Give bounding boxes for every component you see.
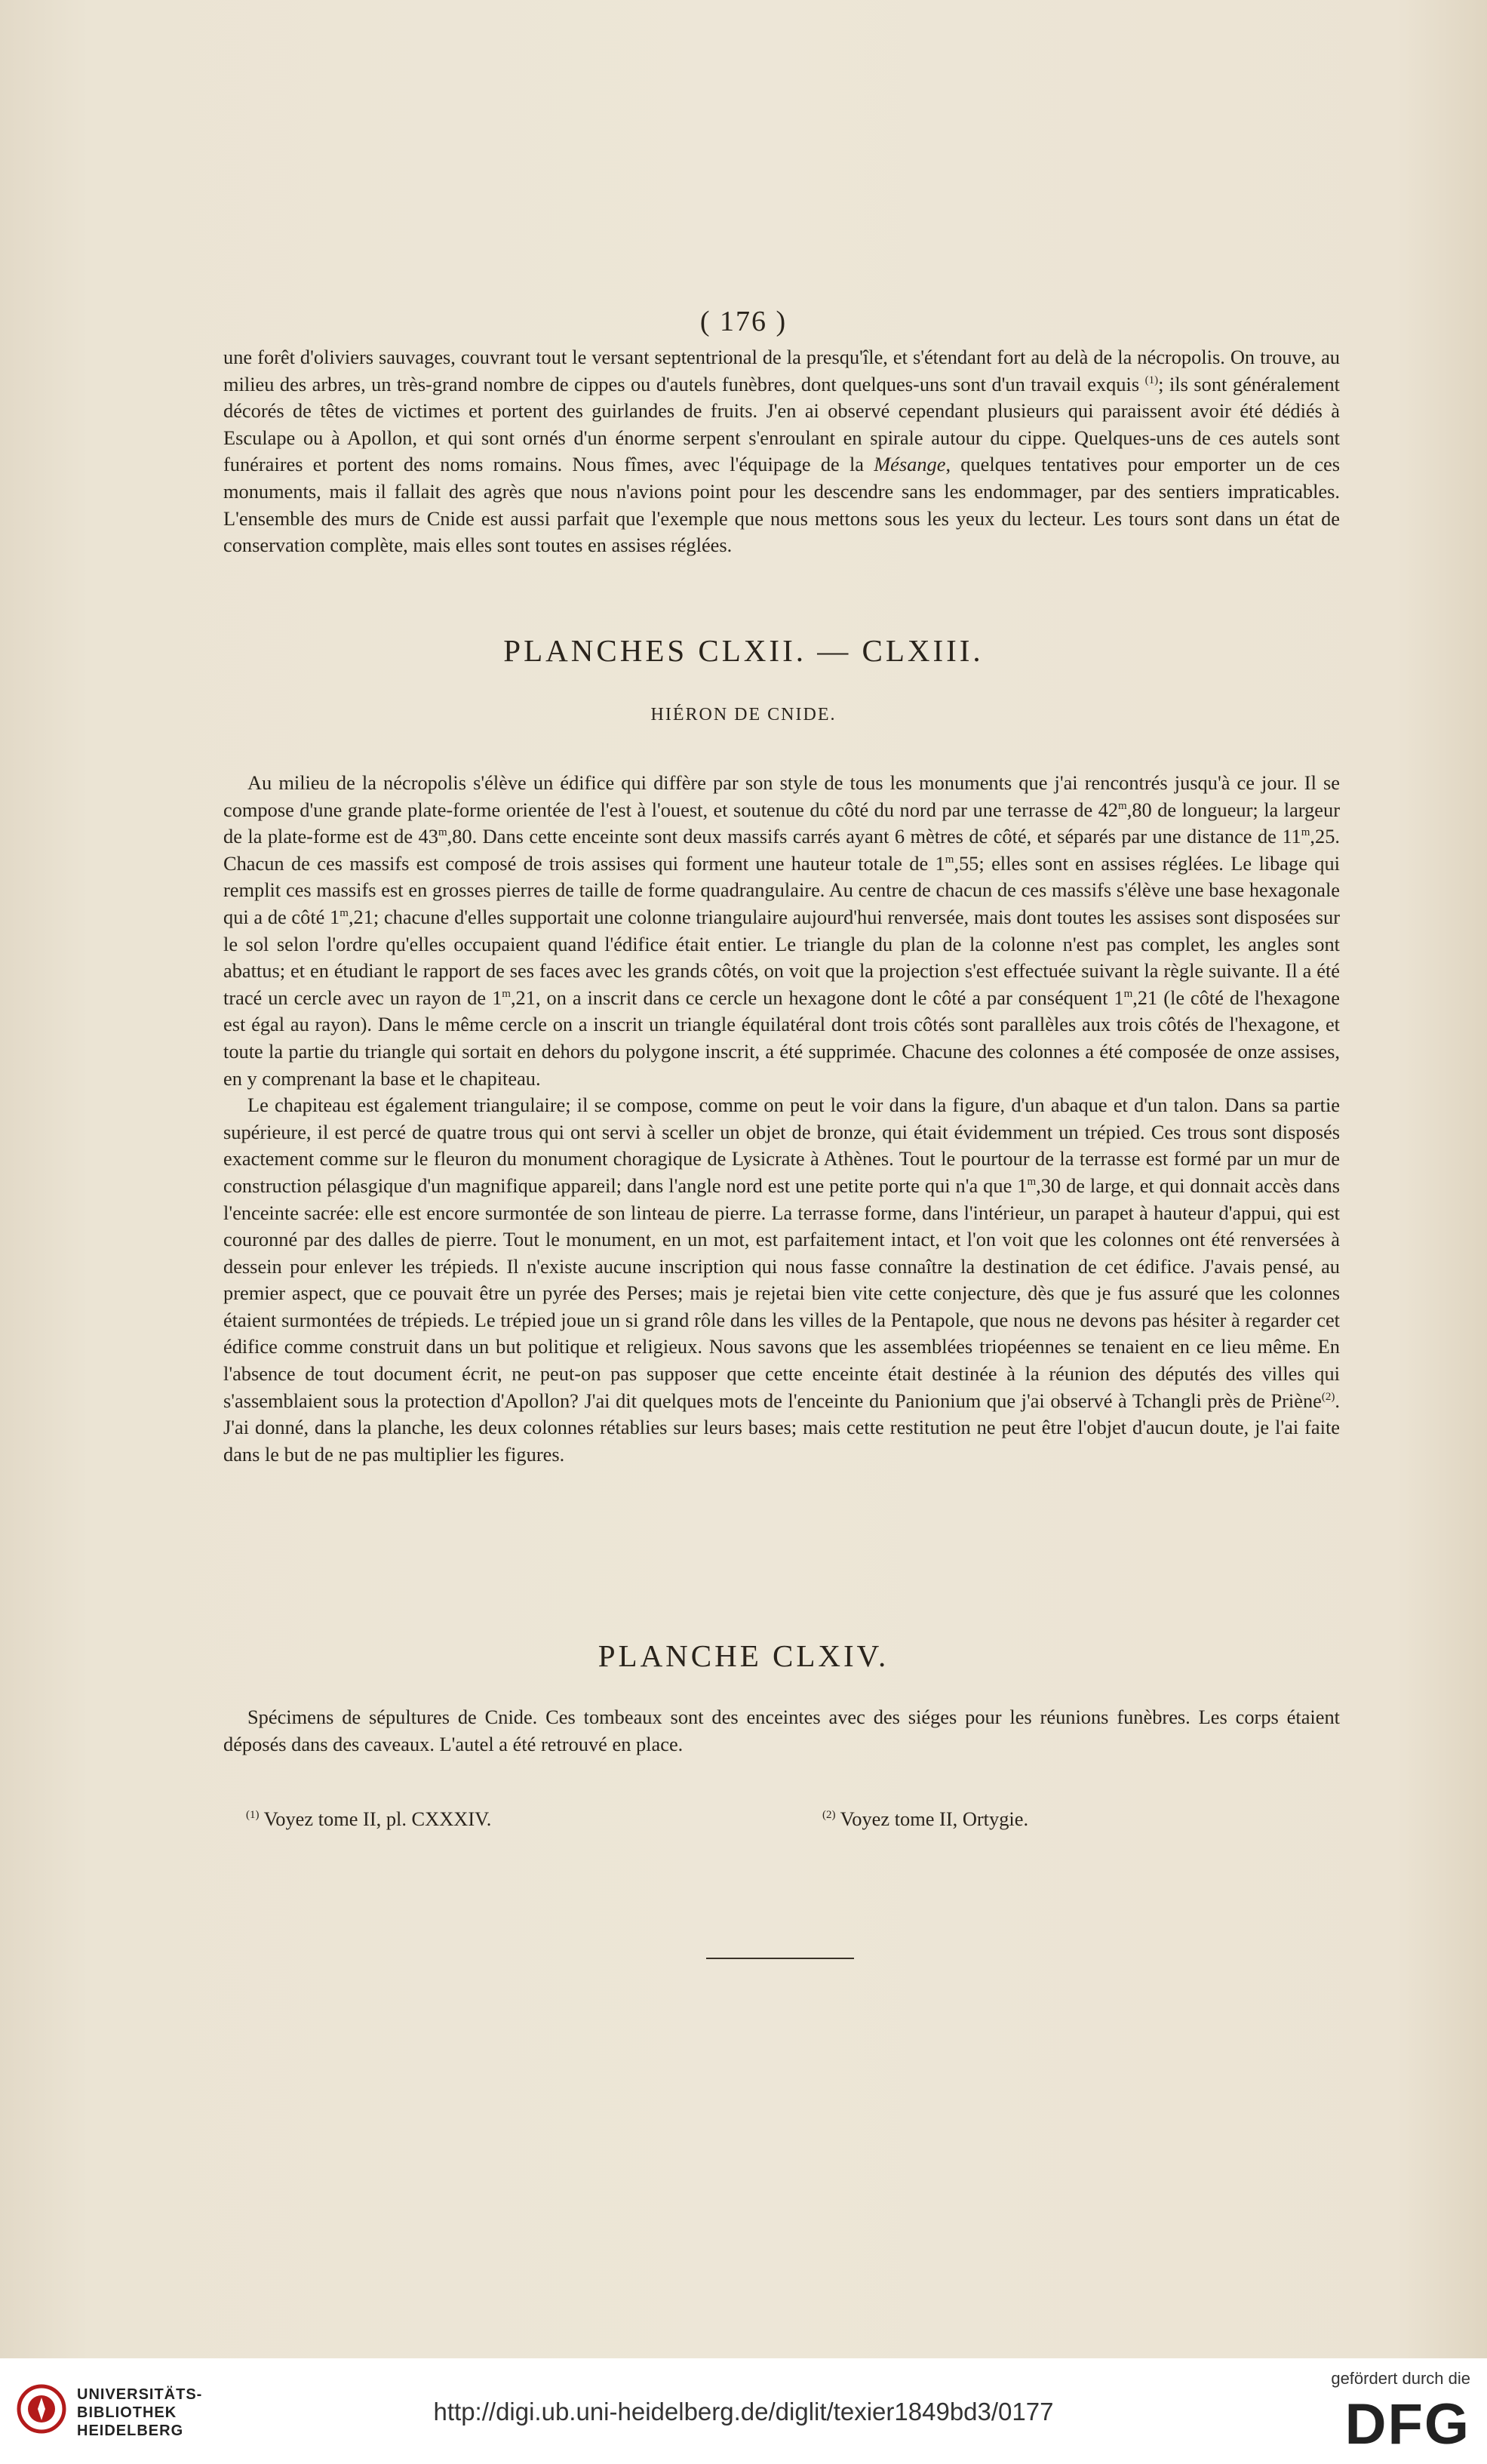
library-name-line: UNIVERSITÄTS-	[77, 2386, 203, 2403]
text-run: ,55; elles sont en assises réglées. Le libage qui remplit ces massifs est en grosses pierres de taille de forme quadrangulaire. Au centre de chacun de ces massifs s'élève une base hexagonale qui a de côté 1	[223, 851, 1341, 928]
intro-text: une forêt d'oliviers sauvages, couvrant tout le versant septentrional de la presqu'île, et s'étendant fort au delà de la nécropolis. On trouve, au milieu des arbres, un très-grand nombre de cippes ou d'autels funèbres, dont quelques-uns sont d'un travail exquis	[223, 346, 1340, 395]
text-run: . J'ai donné, dans la planche, les deux colonnes rétablies sur leurs bases; mais cette restitution ne peut être l'objet d'aucun doute, je l'ai faite dans le but de ne pas multiplier les figures.	[223, 1389, 1340, 1466]
section1-paragraph-1	[223, 770, 1340, 1092]
text-run: ,21, on a inscrit dans ce cercle un hexagone dont le côté a par conséquent 1	[510, 986, 1124, 1009]
footnote-ref-1[interactable]: (1)	[1144, 374, 1159, 386]
unit-mark: m	[1301, 826, 1310, 839]
section-title-planches: PLANCHES CLXII. — CLXIII.	[503, 633, 984, 668]
permalink-url[interactable]: http://digi.ub.uni-heidelberg.de/diglit/texier1849bd3/0177	[433, 2398, 1054, 2426]
footnote-1	[246, 1807, 491, 1831]
page-number: ( 176 )	[699, 306, 788, 337]
intro-paragraph-block	[223, 344, 1340, 559]
intro-text-2: ; ils sont généralement décorés de têtes de victimes et portent des guirlandes de fruits. J'en ai observé cependant plusieurs qui paraissent avoir été dédiés à Esculape ou à Apollon, et qui sont ornés d'un énorme serpent s'enroulant en spirale autour du cippe. Quelques-uns de ces autels sont funéraires et portent des noms romains. Nous fîmes, avec l'équipage de la	[223, 372, 1341, 476]
unit-mark: m	[438, 826, 447, 839]
text-run: ,25. Chacun de ces massifs est composé de trois assises qui forment une hauteur totale de 1	[223, 825, 1340, 875]
ship-name: Mésange	[874, 453, 946, 476]
unit-mark: m	[502, 987, 511, 1000]
text-run: ,21 (le côté de l'hexagone est égal au rayon). Dans le même cercle on a inscrit un triangle équilatéral dont trois côtés sont parallèles aux trois côtés de l'hexagone, et toute la partie du triangle qui sortait en dehors du polygone inscrit, a été supprimée. Chacune des colonnes a été composée de onze assises, en y comprenant la base et le chapiteau.	[223, 986, 1340, 1090]
end-rule-divider	[706, 1958, 854, 1959]
text-run: ,80. Dans cette enceinte sont deux massifs carrés ayant 6 mètres de côté, et séparés par une distance de 11	[447, 825, 1301, 848]
section1-paragraph-2	[223, 1092, 1340, 1468]
text-run: ,30 de large, et qui donnait accès dans l'enceinte sacrée: elle est encore surmontée de son linteau de pierre. La terrasse forme, dans l'intérieur, un parapet à hauteur d'appui, qui est couronné par des dalles de pierre. Tout le monument, en un mot, est parfaitement intact, et l'on voit que les colonnes ont été renversées à dessein pour enlever les trépieds. Il n'existe aucune inscription qui nous fasse connaître la destination de cet édifice. J'avais pensé, au premier aspect, que ce pouvait être un pyrée des Perses; mais je rejetai bien vite cette conjecture, dès que je fus assuré que les colonnes étaient surmontées de trépieds. Le trépied joue un si grand rôle dans les villes de la Pentapole, que nous ne devons pas hésiter à regarder cet édifice comme construit dans un but politique et religieux. Nous savons que les assemblées triopéennes se tenaient en ce lieu même. En l'absence de tout document écrit, ne peut-on pas supposer que cette enceinte était destinée à la réunion des députés des villes qui s'assemblaient sous la protection d'Apollon? J'ai dit quelques mots de l'enceinte du Panionium que j'ai observé à Tchangli près de Priène	[223, 1174, 1341, 1412]
section2-body	[223, 1704, 1340, 1758]
section-subtitle: HIÉRON DE CNIDE.	[650, 705, 837, 724]
unit-mark: m	[339, 906, 349, 919]
footnote-mark: (1)	[246, 1809, 260, 1821]
section2-paragraph: Spécimens de sépultures de Cnide. Ces tombeaux sont des enceintes avec des siéges pour les réunions funèbres. Les corps étaient déposés dans des caveaux. L'autel a été retrouvé en place.	[223, 1706, 1340, 1755]
unit-mark: m	[1118, 799, 1127, 812]
funding-label: gefördert durch die	[1331, 2369, 1470, 2388]
section-title-planche: PLANCHE CLXIV.	[598, 1638, 889, 1673]
footnote-mark: (2)	[822, 1809, 836, 1821]
unit-mark: m	[1027, 1175, 1037, 1188]
intro-text-3: , quelques tentatives pour emporter un de ces monuments, mais il fallait des agrès que nous n'avions point pour les descendre sans les endommager, par des sentiers impraticables. L'ensemble des murs de Cnide est aussi parfait que l'exemple que nous mettons sous les yeux du lecteur. Les tours sont dans un état de conservation complète, mais elles sont toutes en assises réglées.	[223, 453, 1340, 557]
footnote-text: Voyez tome II, Ortygie.	[840, 1807, 1029, 1830]
footnote-ref-2[interactable]: (2)	[1321, 1390, 1335, 1403]
unit-mark: m	[1123, 987, 1133, 1000]
text-run: ,21; chacune d'elles supportait une colonne triangulaire aujourd'hui renversée, mais dont toutes les assises sont disposées sur le sol selon l'ordre qu'elles occupaient quand l'édifice était entier. Le triangle du plan de la colonne n'est pas complet, les angles sont abattus; et en étudiant le rapport de ses faces avec les grands côtés, on voit que la projection s'est effectuée suivant la règle suivante. Il a été tracé un cercle avec un rayon de 1	[223, 905, 1340, 1009]
footnote-text: Voyez tome II, pl. CXXXIV.	[263, 1807, 492, 1830]
library-name-line: HEIDELBERG	[77, 2422, 184, 2439]
section1-body	[223, 770, 1340, 1468]
intro-paragraph	[223, 344, 1340, 559]
footer-bar	[0, 2358, 1487, 2464]
library-name-line: BIBLIOTHEK	[77, 2404, 177, 2421]
dfg-logo[interactable]: DFG	[1344, 2392, 1470, 2456]
text-run: ,80 de longueur; la largeur de la plate-forme est de 43	[223, 798, 1340, 848]
text-run: Au milieu de la nécropolis s'élève un édifice qui diffère par son style de tous les monuments que j'ai rencontrés jusqu'à ce jour. Il se compose d'une grande plate-forme orientée de l'est à l'ouest, et soutenue du côté du nord par une terrasse de 42	[223, 771, 1340, 821]
unit-mark: m	[945, 853, 954, 866]
footnote-2	[822, 1807, 1028, 1831]
text-run: Le chapiteau est également triangulaire; il se compose, comme on peut le voir dans la figure, d'un abaque et d'un talon. Dans sa partie supérieure, il est percé de quatre trous qui ont servi à sceller un objet de bronze, qui était évidemment un trépied. Ces trous sont disposés exactement comme sur le fleuron du monument choragique de Lysicrate à Athènes. Tout le pourtour de la terrasse est formé par un mur de construction pélasgique d'un magnifique appareil; dans l'angle nord est une petite porte qui n'a que 1	[223, 1094, 1340, 1197]
